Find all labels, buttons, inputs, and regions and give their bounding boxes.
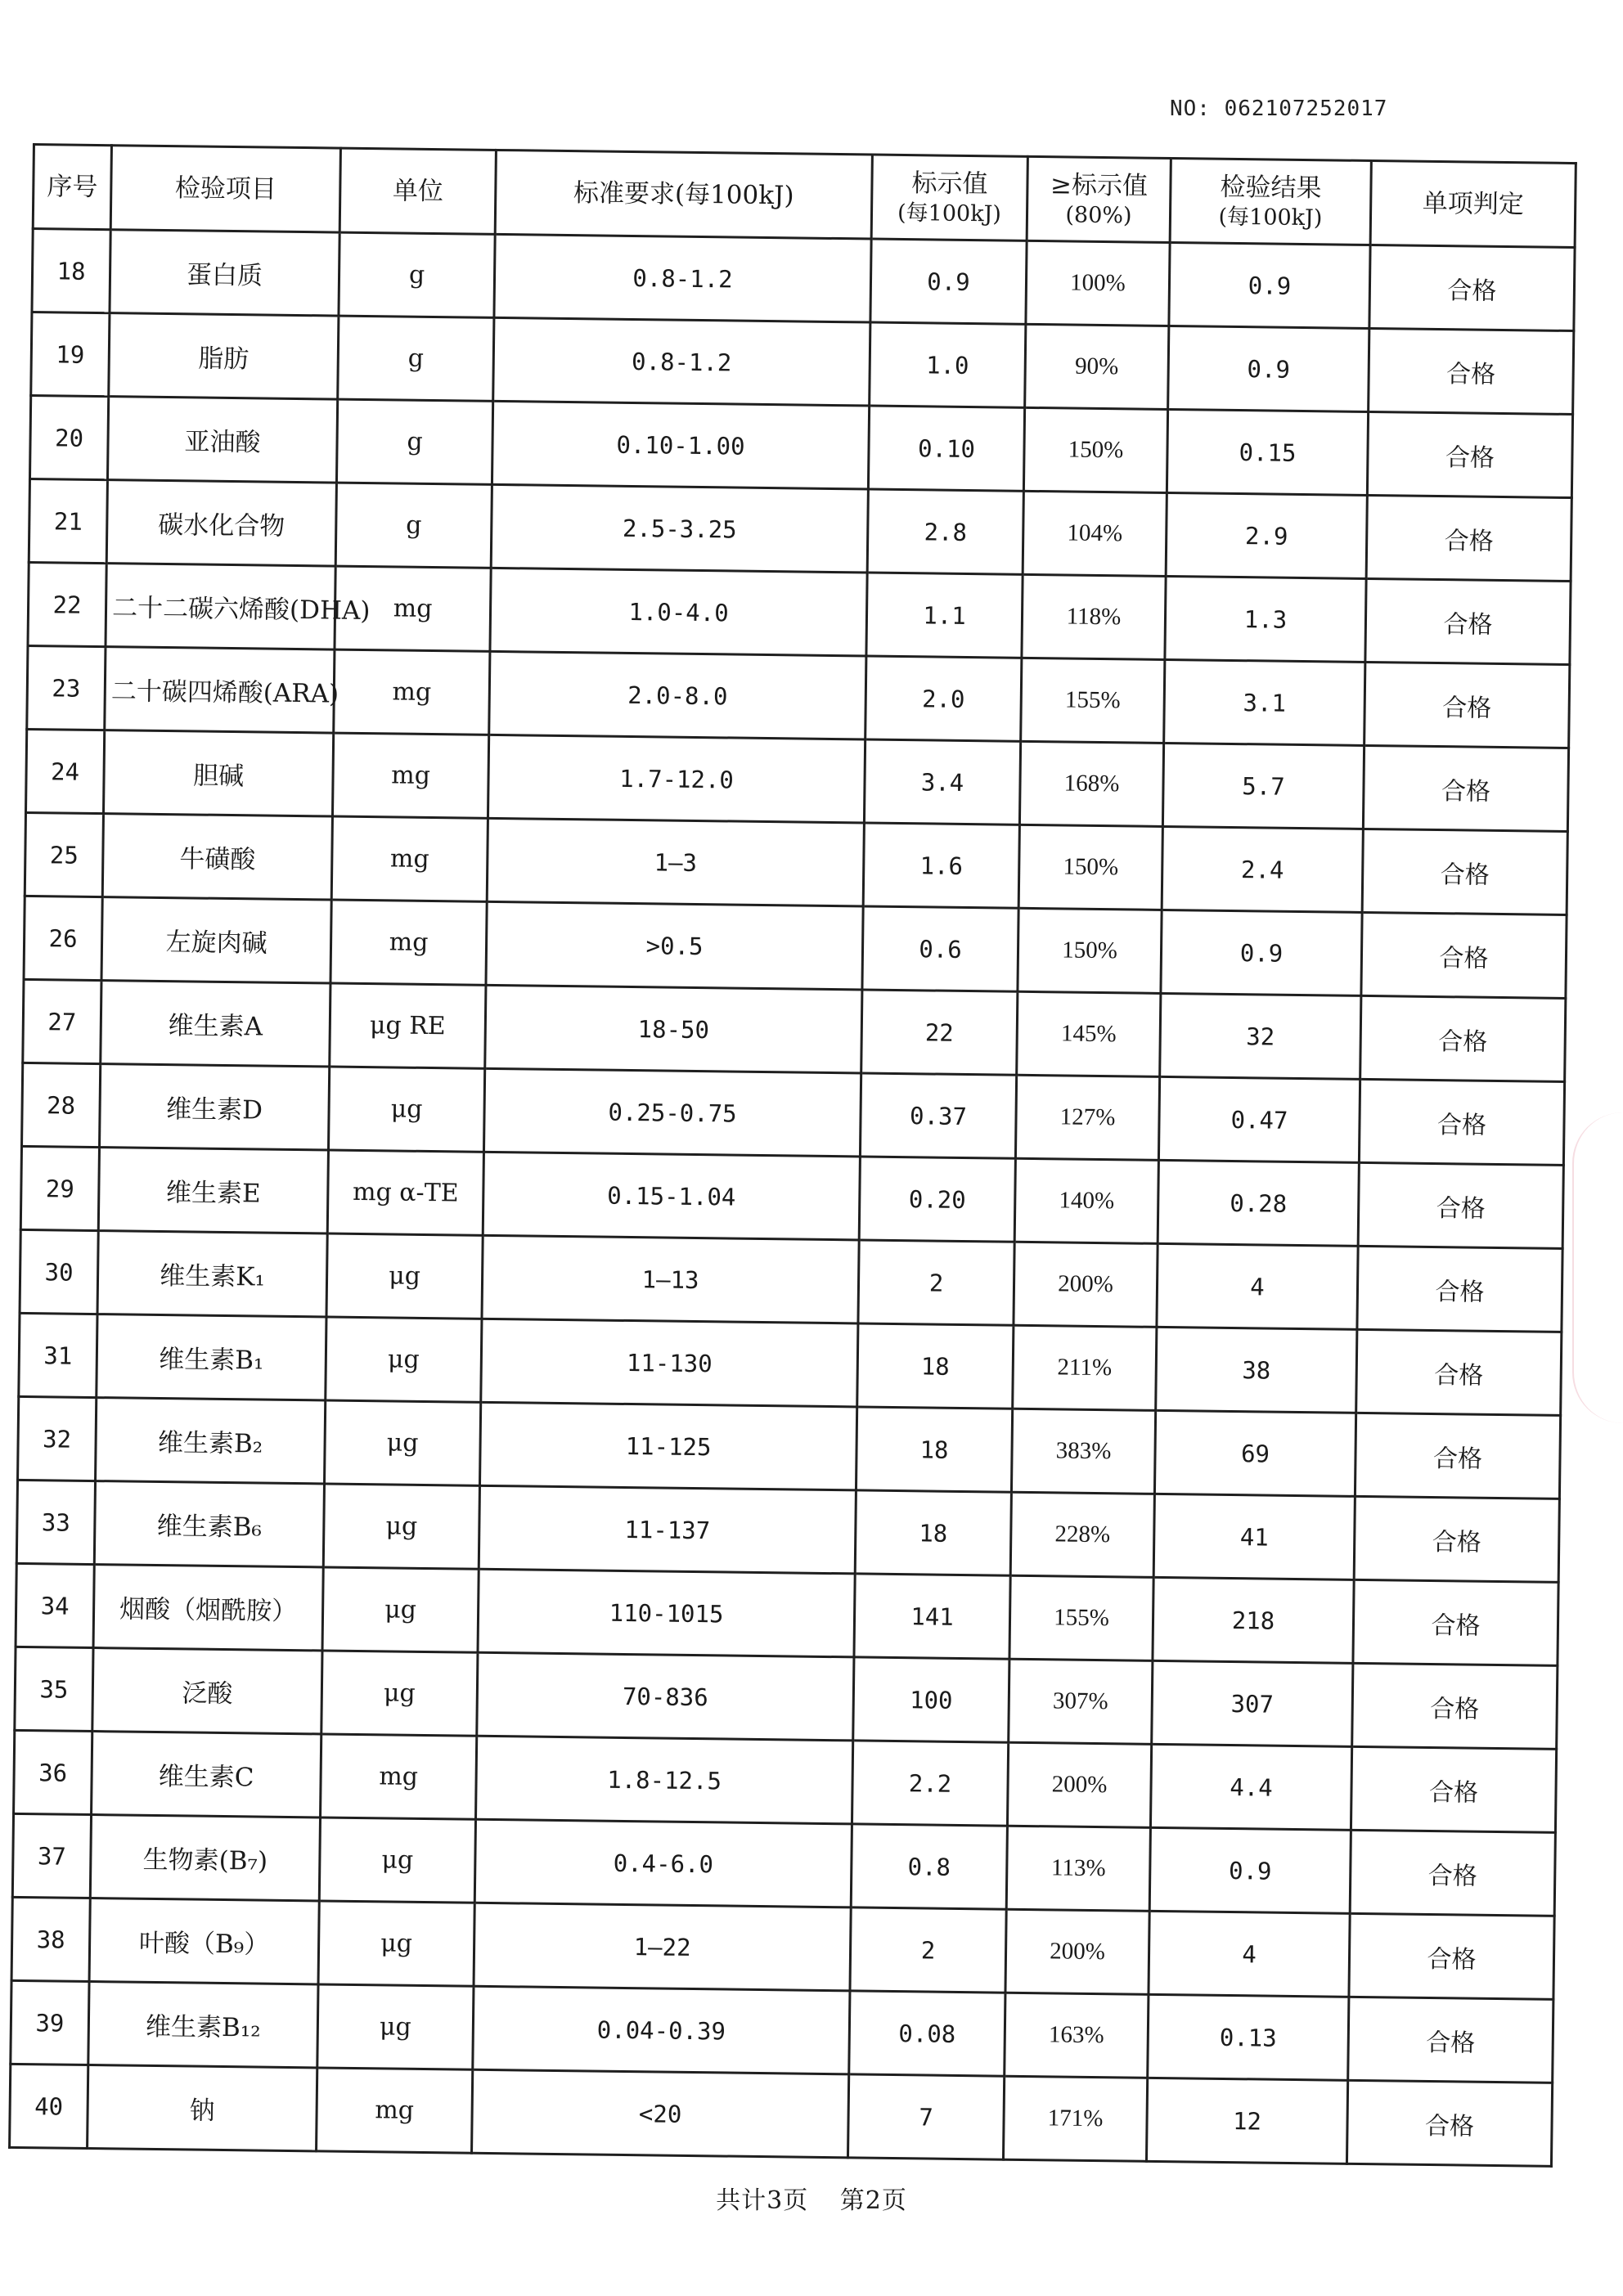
table-body — [10, 229, 1576, 2167]
cell-unit: μg — [326, 1233, 483, 1319]
header-standard: 标准要求(每100kJ) — [495, 150, 872, 239]
cell-result: 0.9 — [1161, 910, 1362, 995]
cell-result: 0.28 — [1158, 1160, 1359, 1246]
cell-unit: mg — [321, 1734, 477, 1819]
cell-item: 钠 — [88, 2065, 317, 2151]
cell-ge-label-pct: 150% — [1018, 824, 1162, 910]
cell-no: 20 — [29, 395, 108, 479]
cell-unit: g — [335, 483, 492, 568]
cell-judgement: 合格 — [1349, 1913, 1554, 1999]
cell-no: 34 — [16, 1563, 94, 1647]
cell-standard: 1—3 — [487, 818, 864, 906]
cell-unit: μg — [318, 1901, 474, 1986]
cell-item: 叶酸（B₉） — [89, 1898, 319, 1984]
cell-label-value: 141 — [854, 1574, 1010, 1659]
cell-judgement: 合格 — [1360, 995, 1566, 1081]
cell-unit: μg — [325, 1400, 481, 1485]
cell-no: 22 — [28, 562, 106, 646]
cell-label-value: 0.08 — [849, 1991, 1005, 2076]
cell-ge-label-pct: 140% — [1014, 1158, 1158, 1243]
cell-judgement: 合格 — [1357, 1246, 1562, 1332]
cell-no: 23 — [27, 645, 106, 730]
cell-unit: μg — [326, 1317, 482, 1402]
cell-standard: 1—22 — [474, 1903, 851, 1991]
cell-ge-label-pct: 90% — [1025, 324, 1169, 409]
report-number: NO: 062107252017 — [1170, 97, 1388, 121]
cell-label-value: 0.9 — [870, 239, 1027, 324]
cell-no: 32 — [18, 1396, 97, 1480]
cell-label-value: 0.10 — [868, 406, 1024, 491]
cell-unit: mg — [334, 649, 490, 735]
header-result-line1: 检验结果 — [1220, 172, 1322, 203]
header-result-line2: (每100kJ) — [1218, 204, 1323, 231]
cell-result: 0.9 — [1168, 326, 1369, 411]
cell-judgement: 合格 — [1353, 1579, 1558, 1665]
cell-judgement: 合格 — [1361, 912, 1567, 998]
cell-label-value: 3.4 — [864, 739, 1020, 824]
cell-no: 29 — [20, 1146, 99, 1230]
cell-label-value: 18 — [855, 1490, 1011, 1575]
inspection-table-container — [8, 143, 1575, 2168]
cell-ge-label-pct: 163% — [1005, 1993, 1149, 2078]
cell-result: 0.13 — [1148, 1994, 1349, 2080]
cell-judgement: 合格 — [1369, 245, 1575, 330]
header-unit: 单位 — [339, 148, 496, 234]
cell-standard: 18-50 — [485, 985, 862, 1073]
cell-unit: μg — [317, 1984, 474, 2069]
header-label-value-line2: (每100kJ) — [897, 200, 1002, 227]
cell-standard: 0.10-1.00 — [492, 401, 869, 489]
cell-standard: 0.8-1.2 — [494, 234, 871, 322]
cell-ge-label-pct: 150% — [1018, 908, 1162, 993]
cell-unit: mg α-TE — [327, 1150, 483, 1235]
cell-judgement: 合格 — [1352, 1663, 1558, 1749]
cell-no: 28 — [22, 1063, 101, 1147]
cell-result: 0.47 — [1158, 1076, 1360, 1162]
header-item: 检验项目 — [110, 146, 340, 232]
cell-unit: μg — [322, 1567, 479, 1652]
cell-result: 12 — [1146, 2078, 1347, 2163]
cell-label-value: 18 — [857, 1323, 1014, 1409]
cell-judgement: 合格 — [1347, 2080, 1552, 2166]
cell-standard: 1—13 — [482, 1235, 859, 1323]
header-label-value — [871, 155, 1027, 240]
cell-unit: mg — [335, 566, 491, 651]
cell-no: 39 — [11, 1980, 89, 2065]
cell-ge-label-pct: 383% — [1011, 1409, 1155, 1494]
cell-item: 泛酸 — [92, 1648, 322, 1734]
cell-unit: μg RE — [330, 983, 486, 1068]
cell-unit: μg — [319, 1817, 475, 1903]
cell-label-value: 2.8 — [867, 489, 1023, 574]
cell-judgement: 合格 — [1359, 1079, 1564, 1165]
cell-standard: 0.8-1.2 — [493, 317, 870, 406]
cell-ge-label-pct: 100% — [1026, 240, 1170, 326]
cell-item: 维生素B₆ — [94, 1481, 324, 1567]
cell-no: 37 — [12, 1813, 91, 1898]
cell-no: 36 — [14, 1730, 92, 1814]
cell-item: 脂肪 — [109, 313, 339, 399]
cell-label-value: 0.20 — [859, 1157, 1015, 1242]
cell-result: 32 — [1160, 993, 1361, 1079]
cell-result: 38 — [1156, 1327, 1357, 1413]
cell-standard: 1.0-4.0 — [490, 568, 867, 656]
cell-no: 31 — [19, 1313, 97, 1397]
header-judgement: 单项判定 — [1370, 160, 1576, 247]
cell-item: 维生素C — [92, 1732, 321, 1817]
cell-unit: μg — [328, 1067, 484, 1152]
cell-ge-label-pct: 155% — [1009, 1575, 1153, 1660]
cell-no: 27 — [23, 979, 101, 1063]
cell-ge-label-pct: 200% — [1007, 1742, 1151, 1827]
header-ge-label-line2: (80%) — [1065, 201, 1132, 228]
cell-ge-label-pct: 104% — [1023, 491, 1167, 576]
cell-ge-label-pct: 211% — [1013, 1325, 1157, 1410]
cell-item: 牛磺酸 — [102, 814, 332, 900]
cell-result: 1.3 — [1165, 576, 1366, 662]
cell-no: 19 — [31, 312, 110, 397]
cell-standard: 70-836 — [477, 1652, 854, 1741]
cell-no: 35 — [15, 1647, 93, 1731]
cell-item: 二十二碳六烯酸(DHA) — [106, 564, 335, 649]
cell-no: 18 — [32, 229, 110, 313]
cell-judgement: 合格 — [1355, 1413, 1560, 1498]
cell-item: 维生素B₁₂ — [88, 1982, 318, 2068]
cell-result: 3.1 — [1164, 659, 1365, 745]
cell-standard: 2.5-3.25 — [491, 484, 868, 573]
header-result — [1170, 158, 1371, 245]
cell-ge-label-pct: 200% — [1014, 1242, 1158, 1327]
cell-ge-label-pct: 171% — [1003, 2076, 1147, 2161]
table-row — [10, 2064, 1553, 2166]
cell-result: 5.7 — [1162, 743, 1364, 829]
header-label-value-line1: 标示值 — [911, 168, 988, 200]
cell-result: 218 — [1153, 1577, 1354, 1663]
cell-label-value: 100 — [853, 1657, 1009, 1742]
cell-result: 41 — [1153, 1494, 1355, 1579]
cell-item: 蛋白质 — [110, 230, 339, 316]
cell-label-value: 2.2 — [852, 1741, 1008, 1826]
cell-judgement: 合格 — [1365, 578, 1571, 664]
cell-standard: 0.25-0.75 — [483, 1068, 861, 1157]
cell-no: 21 — [29, 479, 107, 563]
seal-edge-mark — [1572, 1112, 1623, 1423]
cell-label-value: 1.1 — [866, 573, 1023, 658]
cell-label-value: 2 — [850, 1907, 1006, 1993]
cell-standard: 2.0-8.0 — [489, 651, 866, 739]
cell-standard: 0.4-6.0 — [474, 1819, 852, 1907]
cell-standard: 11-125 — [479, 1402, 856, 1490]
cell-item: 左旋肉碱 — [101, 897, 331, 983]
cell-no: 26 — [24, 896, 102, 980]
cell-ge-label-pct: 145% — [1017, 991, 1161, 1076]
cell-result: 0.9 — [1169, 242, 1370, 328]
cell-result: 2.9 — [1166, 492, 1367, 578]
cell-label-value: 2 — [858, 1240, 1014, 1325]
cell-result: 307 — [1152, 1660, 1353, 1746]
cell-unit: g — [336, 399, 492, 484]
cell-no: 38 — [11, 1897, 90, 1981]
cell-no: 33 — [16, 1480, 95, 1564]
cell-item: 维生素B₁ — [97, 1314, 326, 1400]
page-footer — [0, 2180, 1623, 2216]
cell-judgement: 合格 — [1358, 1162, 1563, 1248]
cell-item: 维生素D — [100, 1064, 330, 1150]
cell-no: 40 — [10, 2064, 88, 2148]
cell-item: 胆碱 — [103, 730, 333, 816]
cell-item: 维生素B₂ — [96, 1398, 326, 1484]
cell-label-value: 22 — [861, 990, 1018, 1075]
cell-label-value: 0.37 — [860, 1073, 1016, 1158]
cell-ge-label-pct: 168% — [1019, 741, 1163, 826]
cell-standard: 11-130 — [481, 1319, 858, 1407]
cell-judgement: 合格 — [1356, 1329, 1562, 1415]
cell-label-value: 1.0 — [870, 322, 1026, 407]
cell-standard: 0.15-1.04 — [483, 1152, 860, 1240]
cell-label-value: 7 — [847, 2074, 1004, 2159]
cell-unit: mg — [332, 733, 488, 818]
cell-ge-label-pct: 228% — [1010, 1492, 1154, 1577]
cell-standard: >0.5 — [486, 901, 863, 990]
header-no: 序号 — [33, 145, 111, 230]
cell-no: 25 — [25, 812, 103, 896]
cell-label-value: 2.0 — [865, 656, 1022, 741]
cell-ge-label-pct: 118% — [1022, 574, 1166, 659]
cell-judgement: 合格 — [1351, 1746, 1556, 1832]
cell-result: 4 — [1149, 1911, 1350, 1997]
cell-result: 0.9 — [1149, 1827, 1351, 1913]
cell-ge-label-pct: 307% — [1009, 1659, 1153, 1744]
cell-judgement: 合格 — [1350, 1830, 1555, 1916]
cell-ge-label-pct: 127% — [1015, 1075, 1159, 1160]
cell-item: 维生素E — [98, 1148, 328, 1233]
footer-current-page: 第2页 — [839, 2186, 907, 2215]
cell-no: 24 — [26, 729, 105, 813]
cell-unit: mg — [330, 900, 487, 985]
header-ge-label-line1: ≥标示值 — [1050, 169, 1149, 201]
cell-unit: g — [339, 232, 495, 317]
cell-item: 维生素A — [101, 981, 330, 1067]
cell-standard: <20 — [472, 2069, 849, 2158]
cell-ge-label-pct: 200% — [1005, 1909, 1149, 1994]
cell-result: 2.4 — [1162, 826, 1363, 912]
cell-ge-label-pct: 113% — [1006, 1826, 1150, 1911]
cell-item: 维生素K₁ — [97, 1231, 327, 1317]
cell-label-value: 18 — [856, 1407, 1012, 1492]
cell-label-value: 0.8 — [851, 1824, 1007, 1909]
cell-result: 69 — [1154, 1410, 1355, 1496]
cell-unit: μg — [323, 1484, 479, 1569]
cell-unit: μg — [321, 1651, 478, 1736]
cell-unit: mg — [317, 2068, 473, 2153]
header-ge-label — [1027, 156, 1171, 242]
cell-no: 30 — [20, 1229, 98, 1314]
cell-judgement: 合格 — [1367, 411, 1572, 497]
footer-total-pages: 共计3页 — [716, 2186, 809, 2215]
cell-ge-label-pct: 150% — [1023, 407, 1167, 492]
cell-judgement: 合格 — [1354, 1496, 1559, 1582]
cell-judgement: 合格 — [1364, 662, 1570, 748]
cell-item: 生物素(B₇) — [90, 1815, 320, 1901]
cell-result: 0.15 — [1167, 409, 1368, 495]
cell-item: 二十碳四烯酸(ARA) — [105, 647, 335, 733]
cell-judgement: 合格 — [1348, 1997, 1553, 2083]
cell-standard: 0.04-0.39 — [473, 1986, 850, 2074]
cell-judgement: 合格 — [1363, 745, 1568, 831]
cell-item: 烟酸（烟酰胺） — [93, 1565, 323, 1651]
cell-unit: g — [338, 316, 494, 401]
cell-label-value: 1.6 — [863, 823, 1019, 908]
cell-standard: 110-1015 — [478, 1569, 855, 1657]
cell-unit: mg — [331, 816, 488, 901]
cell-ge-label-pct: 155% — [1021, 658, 1165, 743]
cell-item: 碳水化合物 — [106, 480, 336, 566]
cell-judgement: 合格 — [1366, 495, 1571, 581]
cell-standard: 1.8-12.5 — [476, 1736, 853, 1824]
cell-standard: 1.7-12.0 — [488, 735, 865, 823]
cell-standard: 11-137 — [479, 1485, 856, 1574]
cell-label-value: 0.6 — [862, 906, 1018, 991]
cell-result: 4 — [1157, 1243, 1358, 1329]
cell-result: 4.4 — [1150, 1744, 1351, 1830]
cell-judgement: 合格 — [1362, 829, 1567, 914]
cell-judgement: 合格 — [1369, 328, 1574, 414]
cell-item: 亚油酸 — [107, 397, 337, 483]
inspection-results-table — [8, 143, 1577, 2168]
